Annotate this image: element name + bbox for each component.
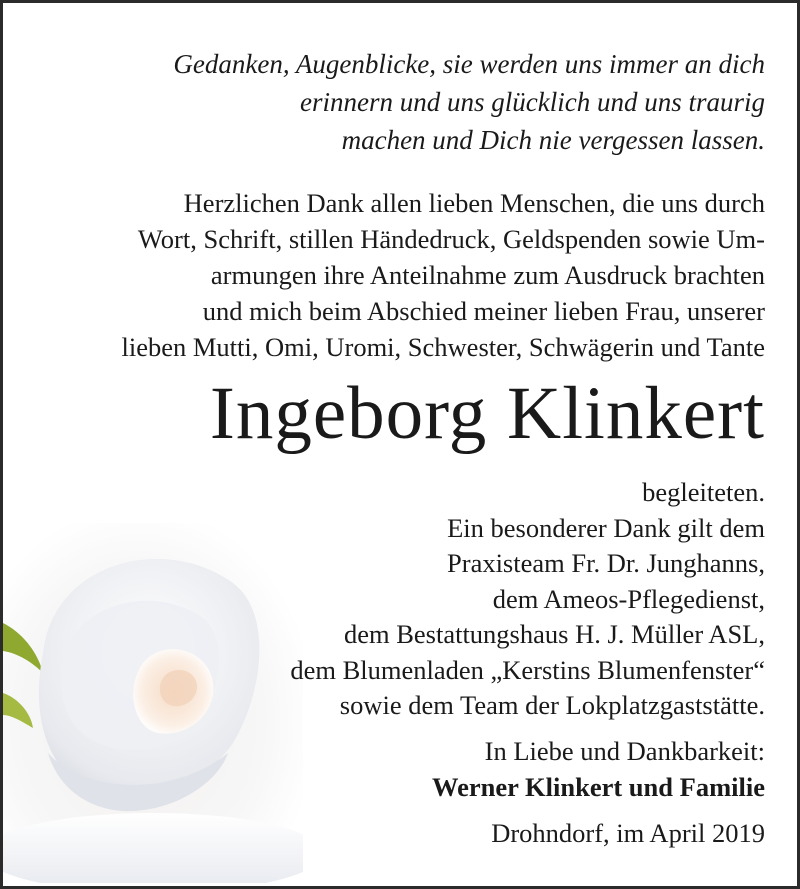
acknowledgement-line: sowie dem Team der Lokplatzgaststätte. — [339, 690, 765, 720]
deceased-name: Ingeborg Klinkert — [209, 372, 765, 455]
poem-line: machen und Dich nie vergessen lassen. — [341, 125, 765, 155]
acknowledgements — [290, 475, 765, 724]
family-signature: Werner Klinkert und Familie — [432, 772, 765, 802]
poem-line: Gedanken, Augenblicke, sie werden uns immer an dich — [173, 49, 765, 79]
thanks-line: armungen ihre Anteilnahme zum Ausdruck brachten — [210, 260, 765, 290]
acknowledgement-line: dem Ameos-Pflegedienst, — [492, 583, 765, 614]
thanks-paragraph — [121, 185, 765, 365]
acknowledgement-line: dem Bestattungshaus H. J. Müller ASL, — [343, 619, 765, 649]
acknowledgement-line: Praxisteam Fr. Dr. Junghanns, — [447, 548, 765, 578]
memorial-poem — [173, 45, 765, 159]
thanks-line: und mich beim Abschied meiner lieben Frau, unserer — [202, 296, 765, 326]
acknowledgement-line: dem Blumenladen „Kerstins Blumenfenster“ — [290, 654, 765, 685]
place-date: Drohndorf, im April 2019 — [491, 818, 765, 848]
signature-block — [432, 733, 765, 805]
acknowledgement-line: Ein besonderer Dank gilt dem — [447, 512, 765, 543]
thanks-line: lieben Mutti, Omi, Uromi, Schwester, Schwägerin und Tante — [121, 332, 765, 362]
acknowledgement-line: begleiteten. — [642, 477, 765, 507]
thanks-line: Wort, Schrift, stillen Händedruck, Geldspenden sowie Um- — [137, 224, 765, 254]
poem-line: erinnern und uns glücklich und uns traurig — [300, 87, 765, 117]
obituary-card — [3, 3, 797, 886]
closing-line: In Liebe und Dankbarkeit: — [484, 736, 765, 766]
white-rose-image — [3, 523, 303, 883]
thanks-line: Herzlichen Dank allen lieben Menschen, die uns durch — [183, 188, 765, 218]
